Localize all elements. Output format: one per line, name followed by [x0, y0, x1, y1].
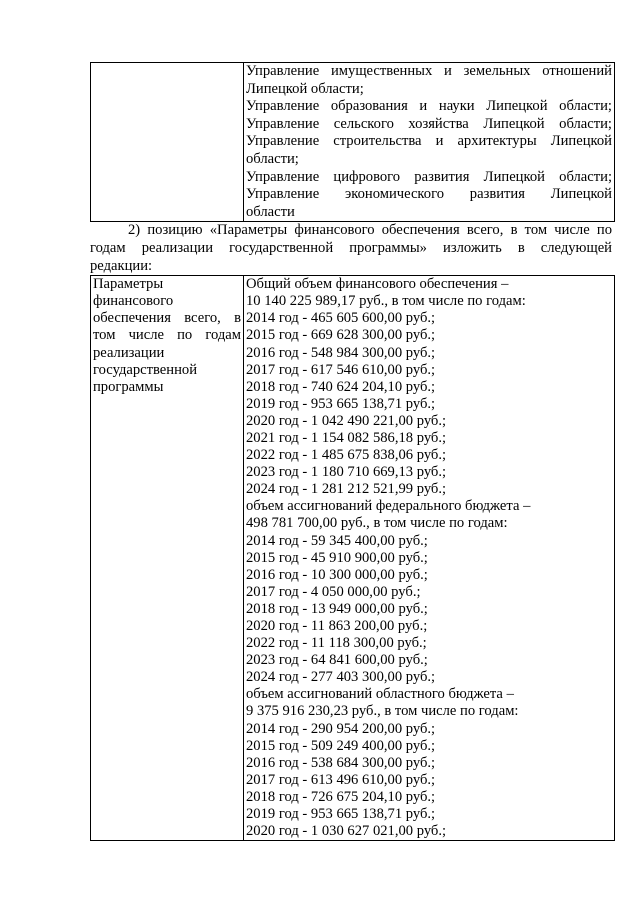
financing-line: 2015 год - 45 910 900,00 руб.;	[246, 549, 428, 566]
parameter-label-line: государственной	[93, 361, 198, 378]
parameter-label-line: Параметры	[93, 276, 164, 293]
financing-line: 2015 год - 509 249 400,00 руб.;	[246, 737, 436, 754]
financing-line: 2016 год - 10 300 000,00 руб.;	[246, 566, 428, 583]
executor-line: Управление имущественных и земельных отношений	[246, 63, 612, 79]
financing-line: 2020 год - 1 030 627 021,00 руб.;	[246, 823, 447, 840]
amendment-paragraph	[90, 222, 612, 275]
executor-line: Управление сельского хозяйства Липецкой области;	[246, 115, 612, 132]
table-row	[91, 63, 615, 222]
executor-line: Управление строительства и архитектуры Липецкой	[246, 133, 612, 150]
parameter-label-line: том числе по годам	[93, 327, 241, 344]
financing-line: 2016 год - 548 984 300,00 руб.;	[246, 344, 436, 361]
financing-line: 2014 год - 59 345 400,00 руб.;	[246, 532, 428, 549]
executor-line: области;	[246, 150, 299, 167]
financing-line: 2014 год - 465 605 600,00 руб.;	[246, 310, 436, 327]
financing-line: объем ассигнований федерального бюджета –	[246, 498, 531, 515]
financing-line: 2017 год - 613 496 610,00 руб.;	[246, 771, 436, 788]
responsible-executors-table	[90, 62, 615, 222]
executor-line: области	[246, 203, 295, 220]
executor-line: Управление образования и науки Липецкой области;	[246, 98, 612, 115]
parameter-label-line: финансового	[93, 293, 174, 310]
financing-line: 2018 год - 740 624 204,10 руб.;	[246, 378, 436, 395]
financing-line: 498 781 700,00 руб., в том числе по годам:	[246, 515, 508, 532]
financing-parameters-table	[90, 275, 615, 841]
financing-line: 2022 год - 1 485 675 838,06 руб.;	[246, 447, 447, 464]
financing-line: 2015 год - 669 628 300,00 руб.;	[246, 327, 436, 344]
page-content	[90, 62, 612, 841]
financing-line: 2018 год - 13 949 000,00 руб.;	[246, 600, 428, 617]
financing-line: 2016 год - 538 684 300,00 руб.;	[246, 754, 436, 771]
table-row	[91, 276, 615, 841]
paragraph-line: годам реализации государственной программы» изложить в следующей	[90, 239, 612, 256]
financing-line: 2024 год - 277 403 300,00 руб.;	[246, 669, 436, 686]
table-cell-parameter-name	[91, 276, 244, 841]
financing-line: 2020 год - 11 863 200,00 руб.;	[246, 618, 428, 634]
financing-line: 9 375 916 230,23 руб., в том числе по годам:	[246, 703, 519, 720]
executor-line: Управление цифрового развития Липецкой области;	[246, 168, 612, 185]
financing-line: Общий объем финансового обеспечения –	[246, 276, 509, 293]
parameter-label-line: обеспечения всего, в	[93, 310, 241, 327]
financing-line: 2019 год - 953 665 138,71 руб.;	[246, 395, 436, 412]
financing-line: объем ассигнований областного бюджета –	[246, 686, 514, 703]
financing-line: 2022 год - 11 118 300,00 руб.;	[246, 635, 427, 652]
executor-line: Управление экономического развития Липецкой	[246, 186, 612, 203]
financing-line: 2014 год - 290 954 200,00 руб.;	[246, 720, 436, 737]
financing-line: 2024 год - 1 281 212 521,99 руб.;	[246, 481, 447, 498]
table-cell-financing-values	[244, 276, 615, 841]
financing-line: 10 140 225 989,17 руб., в том числе по годам:	[246, 293, 526, 310]
financing-line: 2017 год - 617 546 610,00 руб.;	[246, 361, 436, 378]
financing-line: 2023 год - 64 841 600,00 руб.;	[246, 652, 428, 669]
financing-line: 2023 год - 1 180 710 669,13 руб.;	[246, 464, 447, 481]
financing-line: 2018 год - 726 675 204,10 руб.;	[246, 788, 436, 805]
paragraph-line: редакции:	[90, 257, 153, 274]
table-cell-label	[91, 63, 244, 222]
financing-line: 2017 год - 4 050 000,00 руб.;	[246, 583, 421, 600]
financing-line: 2019 год - 953 665 138,71 руб.;	[246, 806, 436, 823]
paragraph-line: 2) позицию «Параметры финансового обеспечения всего, в том числе по	[128, 222, 612, 239]
executor-line: Липецкой области;	[246, 80, 364, 97]
financing-line: 2021 год - 1 154 082 586,18 руб.;	[246, 429, 447, 446]
table-cell-executors	[244, 63, 615, 222]
financing-line: 2020 год - 1 042 490 221,00 руб.;	[246, 412, 447, 429]
parameter-label-line: реализации	[93, 344, 165, 361]
parameter-label-line: программы	[93, 378, 164, 395]
